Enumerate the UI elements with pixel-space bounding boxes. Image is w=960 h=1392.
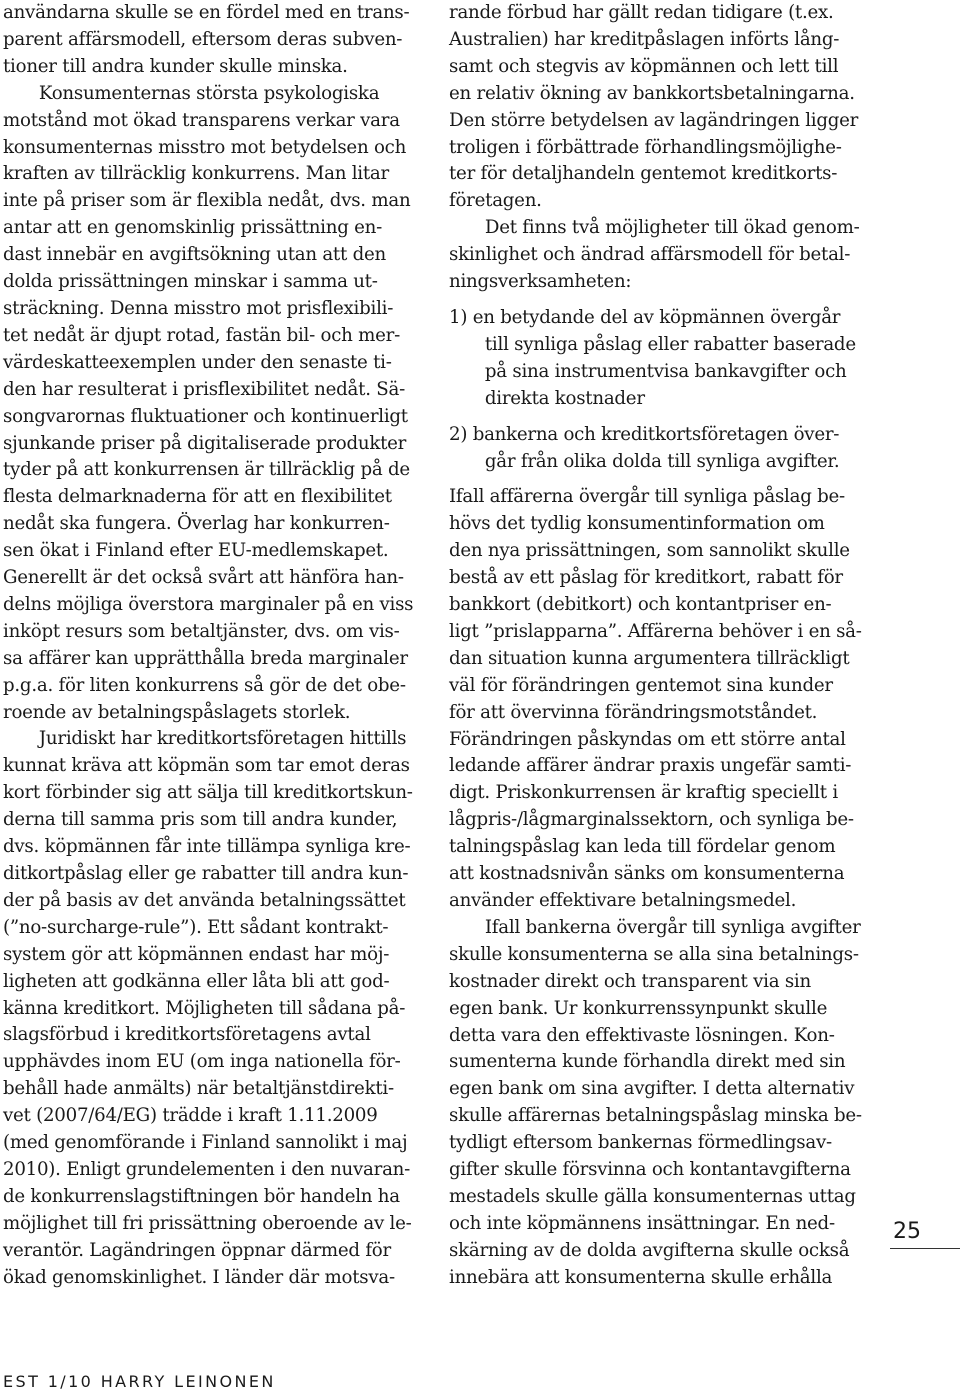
text-line: talningspåslag kan leda till fördelar genom <box>449 836 836 858</box>
text-line: Förändringen påskyndas om ett större antal <box>449 728 846 750</box>
text-line: troligen i förbättrade förhandlingsmöjlighe- <box>449 136 842 158</box>
text-line: för att övervinna förändringsmotståndet. <box>449 701 818 723</box>
text-line: slagsförbud i kreditkortsföretagens avtal <box>3 1024 371 1046</box>
text-line: ledande affärer ändrar praxis ungefär samti- <box>449 755 852 777</box>
text-line: kort förbinder sig att sälja till kreditkortskun- <box>3 782 413 804</box>
text-line: roende av betalningspåslagets storlek. <box>3 701 351 723</box>
text-line: kraften av tillräcklig konkurrens. Man litar <box>3 163 389 185</box>
text-line: direkta kostnader <box>449 387 645 409</box>
text-line: Australien) har kreditpåslagen införts lång- <box>449 28 840 50</box>
text-line: egen bank. Ur konkurrenssynpunkt skulle <box>449 997 828 1019</box>
text-line: egen bank om sina avgifter. I detta alternativ <box>449 1078 855 1100</box>
text-line: den nya prissättningen, som sannolikt skulle <box>449 540 850 562</box>
text-line: innebära att konsumenterna skulle erhålla <box>449 1266 833 1288</box>
text-line: behåll hade anmälts) när betaltjänstdirekti- <box>3 1078 394 1100</box>
text-line: parent affärsmodell, eftersom deras subven- <box>3 28 403 50</box>
text-line: mestadels skulle gälla konsumenternas uttag <box>449 1185 856 1207</box>
text-line: ningsverksamheten: <box>449 271 632 293</box>
text-line: samt och stegvis av köpmännen och lett till <box>449 55 839 77</box>
text-line: hövs det tydlig konsumentinformation om <box>449 513 825 535</box>
text-line: ter för detaljhandeln gentemot kreditkorts- <box>449 163 838 185</box>
text-line: 2010). Enligt grundelementen i den nuvaran- <box>3 1158 411 1180</box>
left-column <box>3 0 421 1292</box>
text-line: skärning av de dolda avgifterna skulle också <box>449 1239 850 1261</box>
text-line: delns möjliga överstora marginaler på en viss <box>3 593 414 615</box>
text-line: kunnat kräva att köpmän som tar emot deras <box>3 755 410 777</box>
right-column <box>449 0 867 1292</box>
right-paragraphs-bottom <box>449 484 867 1291</box>
text-line: en relativ ökning av bankkortsbetalningarna. <box>449 82 855 104</box>
text-line: system gör att köpmännen endast har möj- <box>3 943 390 965</box>
list-spacer <box>449 296 867 305</box>
text-line: kostnader direkt och transparent via sin <box>449 970 811 992</box>
text-line: (med genomförande i Finland sannolikt i maj <box>3 1132 408 1154</box>
text-line: sträckning. Denna misstro mot prisflexibili- <box>3 297 394 319</box>
text-line: digt. Priskonkurrensen är kraftig speciellt i <box>449 782 838 804</box>
text-line: upphävdes inom EU (om inga nationella för- <box>3 1051 401 1073</box>
text-line: sen ökat i Finland efter EU-medlemskapet. <box>3 540 389 562</box>
text-line: dvs. köpmännen får inte tillämpa synliga kre- <box>3 836 411 858</box>
footer-running-head: EST 1/10 HARRY LEINONEN <box>3 1372 276 1391</box>
text-line: ditkortpåslag eller ge rabatter till andra kun- <box>3 863 409 884</box>
text-line: bankkort (debitkort) och kontantpriser en- <box>449 594 832 616</box>
text-line: vet (2007/64/EG) trädde i kraft 1.11.2009 <box>3 1105 378 1127</box>
text-line: der på basis av det använda betalningssättet <box>3 889 406 911</box>
text-line: de konkurrenslagstiftningen bör handeln ha <box>3 1185 400 1207</box>
text-line: ökad genomskinlighet. I länder där motsva- <box>3 1266 395 1288</box>
text-line: 1) en betydande del av köpmännen övergår <box>449 306 841 328</box>
text-line: använder effektivare betalningsmedel. <box>449 890 797 911</box>
text-line: Juridiskt har kreditkortsföretagen hittills <box>3 728 407 750</box>
text-line: till synliga påslag eller rabatter baserade <box>449 333 856 355</box>
text-line: tet nedåt är djupt rotad, fastän bil- och mer- <box>3 324 400 346</box>
text-line: väl för förändringen gentemot sina kunder <box>449 674 833 696</box>
text-line: sa affärer kan upprätthålla breda marginaler <box>3 647 408 669</box>
text-line: och inte köpmännens insättningar. En ned- <box>449 1212 835 1234</box>
list-item-1 <box>449 305 867 413</box>
text-line: antar att en genomskinlig prissättning en- <box>3 217 383 239</box>
text-line: på sina instrumentvisa bankavgifter och <box>449 360 847 382</box>
text-line: Ifall bankerna övergår till synliga avgifter <box>449 916 861 938</box>
text-line: derna till samma pris som till andra kunder, <box>3 809 398 831</box>
text-line: skulle affärernas betalningspåslag minska be- <box>449 1105 862 1127</box>
text-line: verantör. Lagändringen öppnar därmed för <box>3 1239 391 1261</box>
text-line: användarna skulle se en fördel med en trans- <box>3 2 410 23</box>
page-number: 25 <box>893 1219 921 1244</box>
text-line: (”no-surcharge-rule”). Ett sådant kontrakt- <box>3 916 389 938</box>
text-line: känna kreditkort. Möjligheten till sådana på- <box>3 997 406 1019</box>
text-line: dast innebär en avgiftsökning utan att den <box>3 244 386 266</box>
text-line: songvarornas fluktuationer och kontinuerligt <box>3 405 408 427</box>
text-line: tyder på att konkurrensen är tillräcklig på de <box>3 459 410 481</box>
text-line: nedåt ska fungera. Överlag har konkurren- <box>3 513 390 535</box>
text-line: den har resulterat i prisflexibilitet nedåt. Sä- <box>3 378 405 400</box>
text-line: dolda prissättningen minskar i samma ut- <box>3 271 378 293</box>
right-paragraphs-top <box>449 0 867 296</box>
text-line: Den större betydelsen av lagändringen ligger <box>449 109 859 131</box>
text-line: dan situation kunna argumentera tillräckligt <box>449 647 850 669</box>
text-line: 2) bankerna och kreditkortsföretagen över- <box>449 423 840 445</box>
text-line: rande förbud har gällt redan tidigare (t.ex. <box>449 2 834 23</box>
text-line: Det finns två möjligheter till ökad genom- <box>449 217 860 239</box>
text-line: går från olika dolda till synliga avgifter. <box>449 450 840 472</box>
text-line: värdeskatteexemplen under den senaste ti- <box>3 351 392 373</box>
page-number-rule <box>890 1248 960 1249</box>
text-line: inköpt resurs som betaltjänster, dvs. om vis- <box>3 620 400 642</box>
text-line: företagen. <box>449 190 542 212</box>
text-line: flesta delmarknaderna för att en flexibilitet <box>3 486 392 508</box>
text-line: detta vara den effektivaste lösningen. Kon- <box>449 1024 835 1046</box>
text-line: ligheten att godkänna eller låta bli att god- <box>3 970 390 992</box>
text-line: Ifall affärerna övergår till synliga påslag be- <box>449 486 845 508</box>
text-line: inte på priser som är flexibla nedåt, dvs. man <box>3 190 411 212</box>
text-line: p.g.a. för liten konkurrens så gör de det obe- <box>3 674 406 696</box>
list-spacer <box>449 413 867 422</box>
text-line: skulle konsumenterna se alla sina betalnings- <box>449 943 859 965</box>
text-line: sjunkande priser på digitaliserade produkter <box>3 432 407 454</box>
text-line: tydligt eftersom bankernas förmedlingsav- <box>449 1132 832 1154</box>
list-item-2 <box>449 422 867 476</box>
text-line: ligt ”prislapparna”. Affärerna behöver i en så- <box>449 620 862 642</box>
text-line: möjlighet till fri prissättning oberoende av le- <box>3 1212 412 1234</box>
text-line: konsumenternas misstro mot betydelsen och <box>3 136 407 158</box>
text-line: tioner till andra kunder skulle minska. <box>3 55 348 77</box>
text-line: Konsumenternas största psykologiska <box>3 82 380 104</box>
list-spacer <box>449 475 867 484</box>
text-line: att kostnadsnivån sänks om konsumenterna <box>449 863 845 885</box>
text-line: gifter skulle försvinna och kontantavgifterna <box>449 1159 851 1181</box>
text-line: motstånd mot ökad transparens verkar vara <box>3 109 400 131</box>
text-line: bestå av ett påslag för kreditkort, rabatt för <box>449 567 843 589</box>
text-line: skinlighet och ändrad affärsmodell för betal- <box>449 244 851 266</box>
text-line: lågpris-/lågmarginalssektorn, och synliga be- <box>449 809 854 831</box>
text-line: Generellt är det också svårt att hänföra han- <box>3 567 404 589</box>
text-line: sumenterna kunde förhandla direkt med sin <box>449 1051 846 1073</box>
